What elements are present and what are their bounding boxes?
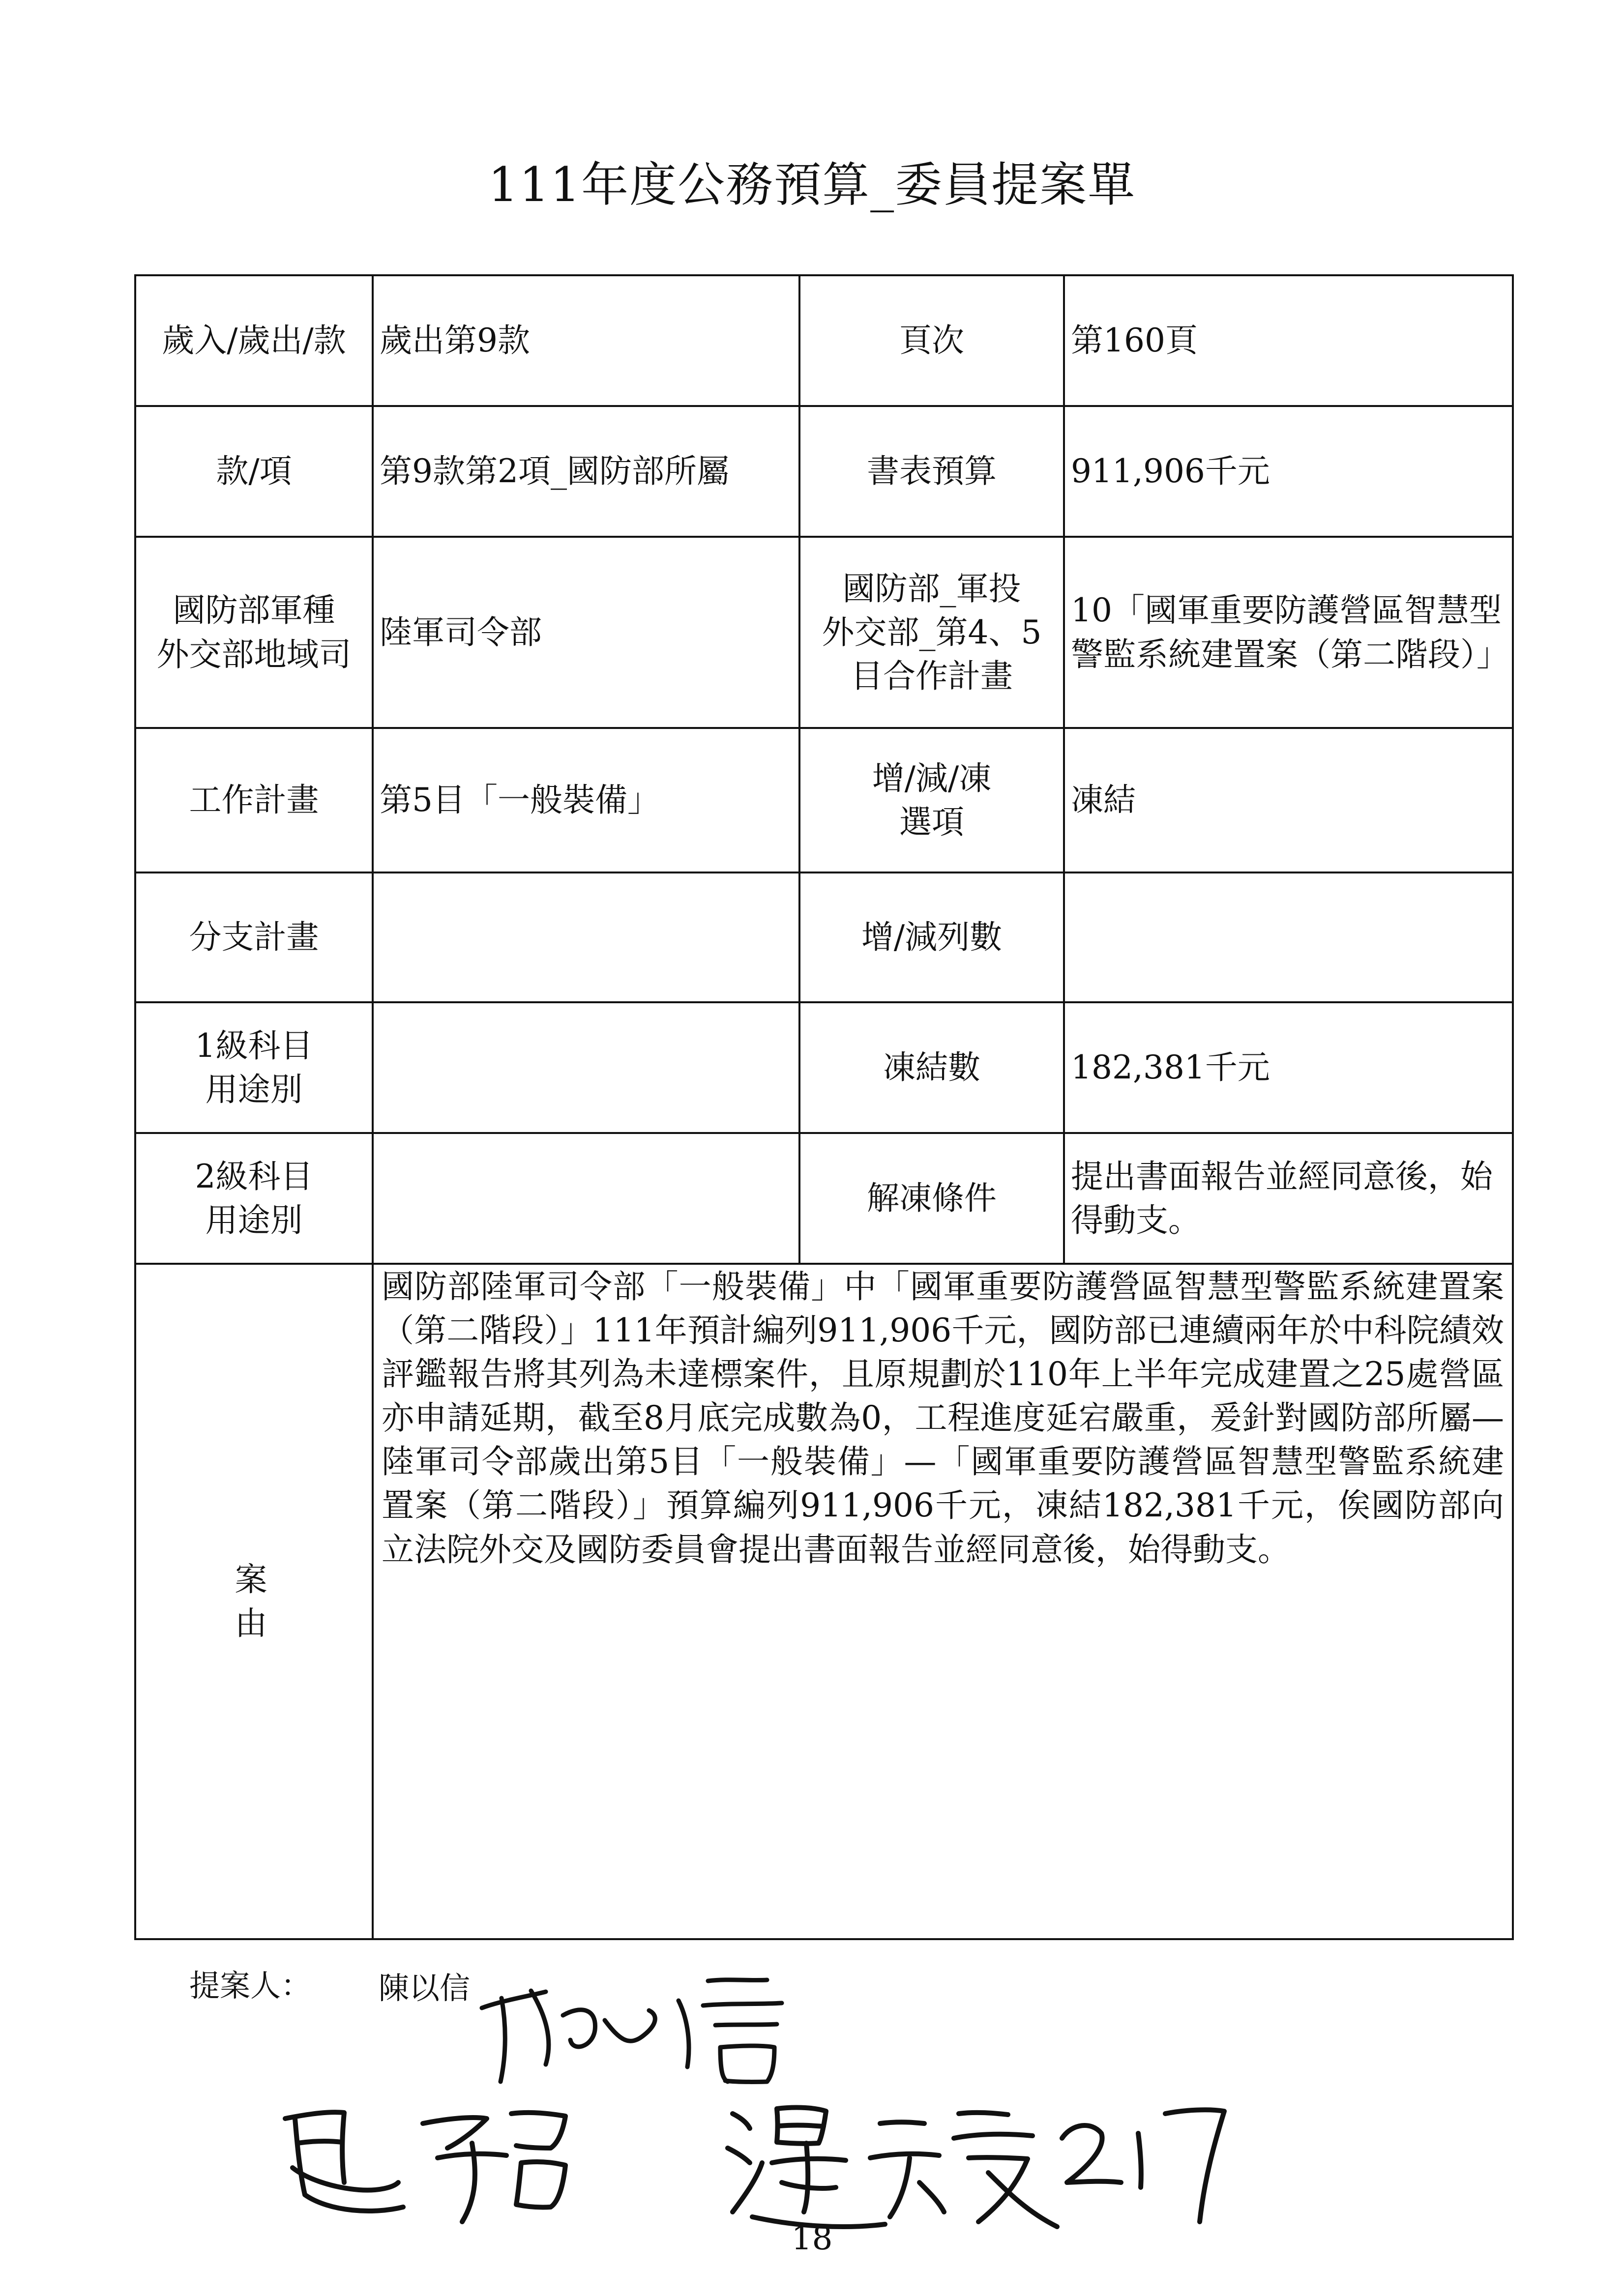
value-frozen-amount: 182,381千元 [1064,1002,1513,1133]
value-action-option: 凍結 [1064,728,1513,872]
value-investment-plan: 10「國軍重要防護營區智慧型警監系統建置案（第二階段）」 [1064,537,1513,728]
label-line: 用途別 [205,1071,303,1108]
signature-ma [275,2089,580,2237]
label-line: 用途別 [205,1201,303,1239]
label-line: 2級科目 [195,1157,313,1195]
label-line: 增/減/凍 [872,759,992,797]
label-work-plan: 工作計畫 [135,728,373,872]
proposer-name: 陳以信 [379,1970,471,2006]
label-line: 外交部_第4、5 [822,613,1042,651]
value-statement-budget: 911,906千元 [1064,406,1513,537]
table-row [135,406,1513,537]
value-level2-subject [373,1133,799,1264]
label-unfreeze-condition: 解凍條件 [799,1133,1064,1264]
signature-number [1052,2084,1239,2232]
proposer-label: 提案人： [189,1968,312,2004]
label-level1-subject [135,1002,373,1133]
label-service-branch [135,537,373,728]
label-frozen-amount: 凍結數 [799,1002,1064,1133]
label-section-item: 款/項 [135,406,373,537]
value-page: 第160頁 [1064,275,1513,406]
label-investment-plan [799,537,1064,728]
label-level2-subject [135,1133,373,1264]
table-row [135,1002,1513,1133]
table-row [135,728,1513,872]
label-line: 選項 [899,803,964,841]
signature-chen [472,1961,826,2089]
label-sub-plan: 分支計畫 [135,872,373,1002]
value-section-item: 第9款第2項_國防部所屬 [373,406,799,537]
value-level1-subject [373,1002,799,1133]
label-adjust-amount: 增/減列數 [799,872,1064,1002]
label-action-option [799,728,1064,872]
proposal-form-table [134,274,1514,1940]
value-service-branch: 陸軍司令部 [373,537,799,728]
value-unfreeze-condition: 提出書面報告並經同意後，始得動支。 [1064,1133,1513,1264]
table-row [135,275,1513,406]
value-reason: 國防部陸軍司令部「一般裝備」中「國軍重要防護營區智慧型警監系統建置案（第二階段）」111年預計編列911,906千元，國防部已連續兩年於中科院績效評鑑報告將其列為未達標案件，且原規劃於110年上半年完成建置之25處營區亦申請延期，截至8月底完成數為0，工程進度延宕嚴重，爰針對國防部所屬—陸軍司令部歲出第5目「一般裝備」—「國軍重要防護營區智慧型警監系統建置案（第二階段）」預算編列911,906千元，凍結182,381千元，俟國防部向立法院外交及國防委員會提出書面報告並經同意後，始得動支。 [373,1264,1513,1939]
label-line: 國防部軍種 [173,591,335,630]
table-row [135,1264,1513,1939]
value-adjust-amount [1064,872,1513,1002]
table-row [135,537,1513,728]
page-title: 111年度公務預算_委員提案單 [488,157,1136,212]
label-line: 目合作計畫 [851,657,1013,696]
value-budget-type: 歲出第9款 [373,275,799,406]
label-statement-budget: 書表預算 [799,406,1064,537]
label-budget-type: 歲入/歲出/款 [135,275,373,406]
table-row [135,1133,1513,1264]
label-line: 外交部地域司 [156,635,352,673]
table-row [135,872,1513,1002]
page-number: 18 [791,2219,833,2257]
value-work-plan: 第5目「一般裝備」 [373,728,799,872]
label-page: 頁次 [799,275,1064,406]
label-line: 1級科目 [195,1026,313,1065]
value-sub-plan [373,872,799,1002]
label-reason: 案由 [135,1264,373,1939]
label-line: 國防部_軍投 [842,569,1021,608]
